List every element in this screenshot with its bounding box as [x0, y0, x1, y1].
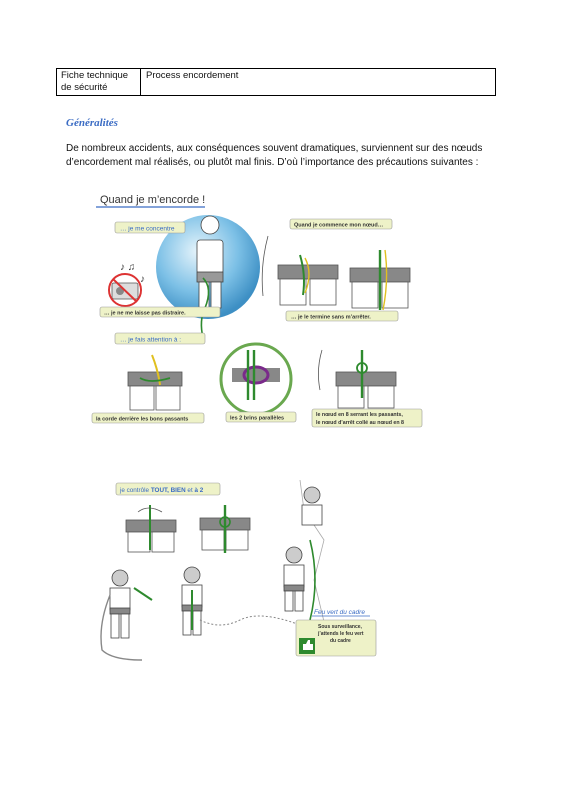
intro-paragraph: De nombreux accidents, aux conséquences souvent dramatiques, surviennent sur des nœuds d’encordement mal réalisés, ou plutôt mal finis. D’où l’importance des précautions suivantes :: [66, 143, 483, 168]
climber-on-wall: [284, 480, 326, 630]
harness-check-left: [126, 505, 176, 552]
label-feu-vert: Feu vert du cadre: [314, 609, 365, 616]
illustration-controle: [101, 480, 376, 660]
label-surveillance-line1: Sous surveillance,: [318, 624, 362, 630]
svg-text:♪: ♪: [140, 274, 145, 285]
header-cell-doc-type: Fiche technique de sécurité: [57, 69, 141, 95]
label-distraire: … je ne me laisse pas distraire.: [104, 310, 186, 317]
label-attention: … je fais attention à :: [120, 336, 182, 344]
climber-right: [182, 567, 202, 635]
label-noeud-line2: le nœud d’arrêt collé au nœud en 8: [316, 420, 404, 426]
label-corde: la corde derrière les bons passants: [96, 416, 189, 423]
header-cell-doc-title: Process encordement: [146, 70, 239, 81]
label-surveillance-line2: j’attends le feu vert: [318, 631, 364, 637]
svg-text:♪ ♫: ♪ ♫: [120, 262, 136, 273]
rope-link: [200, 616, 300, 625]
label-surveillance-line3: du cadre: [330, 638, 351, 644]
harness-noeud-8: [318, 350, 396, 408]
illustration-encordement: [92, 194, 422, 427]
harness-knot-start: [262, 236, 338, 305]
label-termine: … je le termine sans m’arrêter.: [291, 314, 371, 321]
arrow-check: [134, 588, 152, 600]
label-controle: je contrôle TOUT, BIEN et à 2: [120, 487, 204, 494]
harness-check-right: [200, 505, 250, 553]
radio-crossed-icon: [109, 262, 145, 306]
label-brins: les 2 brins parallèles: [230, 415, 285, 422]
illustration-title: Quand je m’encorde !: [100, 194, 206, 206]
climber-left: [110, 570, 130, 638]
section-title: Généralités: [66, 117, 118, 129]
harness-passants: [128, 355, 182, 410]
label-concentre: … je me concentre: [120, 225, 175, 233]
label-commence: Quand je commence mon nœud…: [294, 222, 384, 229]
harness-knot-finish: [350, 250, 410, 310]
label-noeud-line1: le nœud en 8 serrant les passants,: [316, 412, 403, 418]
